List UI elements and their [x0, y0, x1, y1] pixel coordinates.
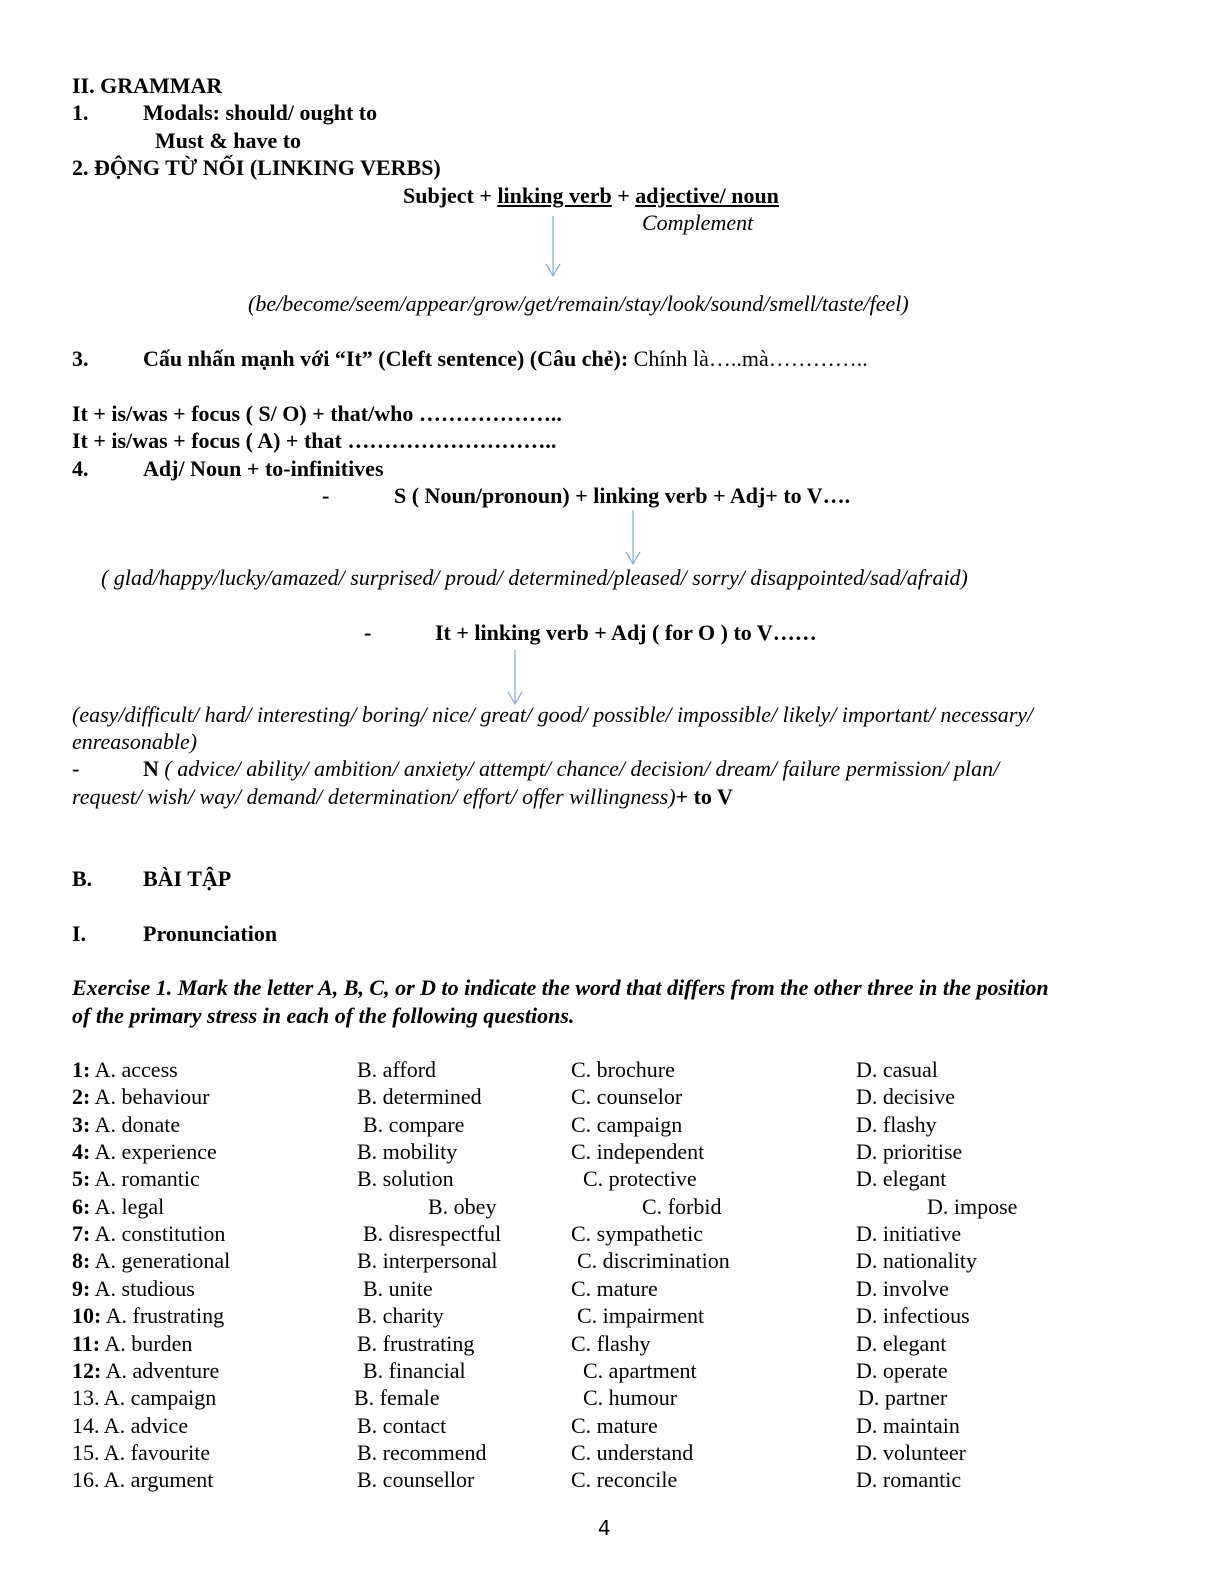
option-c[interactable]: C. discrimination	[577, 1248, 730, 1274]
down-arrow-icon	[620, 508, 646, 568]
down-arrow-icon	[502, 648, 528, 708]
option-a[interactable]: A. experience	[94, 1139, 217, 1165]
bullet-dash: -	[322, 483, 330, 508]
option-c[interactable]: C. independent	[571, 1139, 705, 1165]
option-c[interactable]: C. sympathetic	[571, 1221, 703, 1247]
subsection-letter: I.	[72, 921, 87, 946]
question-number: 4:	[72, 1139, 91, 1165]
option-a[interactable]: A. access	[94, 1057, 178, 1082]
item4-heading: Adj/ Noun + to-infinitives	[143, 456, 384, 481]
option-d[interactable]: D. initiative	[856, 1221, 962, 1247]
formula-linking-verb-term: linking verb	[497, 183, 612, 208]
adjective-list-evaluation-line1: (easy/difficult/ hard/ interesting/ boring/ nice/ great/ good/ possible/ impossible/ likely/ important/ necessary/	[72, 702, 1034, 727]
option-d[interactable]: D. nationality	[856, 1248, 977, 1274]
option-c[interactable]: C. brochure	[571, 1057, 675, 1082]
option-d[interactable]: D. decisive	[856, 1084, 955, 1110]
question-number: 7:	[72, 1221, 91, 1247]
item1-line2: Must & have to	[155, 128, 302, 153]
noun-list-line2	[72, 783, 733, 810]
option-b[interactable]: B. disrespectful	[363, 1221, 502, 1247]
noun-list-part2: request/ wish/ way/ demand/ determination/ effort/ offer willingness)	[72, 784, 676, 809]
option-d[interactable]: D. elegant	[856, 1166, 947, 1192]
option-a[interactable]: A. burden	[104, 1330, 193, 1356]
item4-number: 4.	[72, 456, 89, 481]
option-a[interactable]: A. constitution	[94, 1221, 226, 1247]
down-arrow-icon	[540, 214, 566, 280]
question-row	[72, 1439, 1172, 1466]
question-row	[72, 1412, 1172, 1439]
item3-heading	[143, 345, 868, 372]
question-number: 10:	[72, 1303, 102, 1329]
option-a[interactable]: A. generational	[94, 1248, 231, 1274]
option-b[interactable]: B. unite	[363, 1275, 433, 1301]
option-b[interactable]: B. counsellor	[357, 1467, 475, 1493]
noun-list-part1: ( advice/ ability/ ambition/ anxiety/ attempt/ chance/ decision/ dream/ failure permission/ plan/	[158, 756, 1000, 781]
question-row	[72, 1275, 1172, 1302]
question-row	[72, 1138, 1172, 1165]
formula-subject: Subject +	[403, 183, 498, 208]
option-b[interactable]: B. interpersonal	[357, 1248, 498, 1274]
formula-linking-verb	[403, 182, 779, 209]
subsection-title: Pronunciation	[143, 921, 278, 946]
question-row	[72, 1384, 1172, 1411]
option-a[interactable]: A. legal	[94, 1193, 165, 1219]
option-d[interactable]: D. impose	[927, 1193, 1018, 1219]
option-d[interactable]: D. infectious	[856, 1303, 970, 1329]
option-b[interactable]: B. obey	[428, 1193, 497, 1219]
option-c[interactable]: C. reconcile	[571, 1467, 678, 1493]
question-number: 14.	[72, 1412, 100, 1438]
noun-to-v: + to V	[675, 784, 733, 809]
option-d[interactable]: D. prioritise	[856, 1139, 963, 1165]
option-b[interactable]: B. financial	[363, 1357, 466, 1383]
option-d[interactable]: D. romantic	[856, 1467, 962, 1493]
option-b[interactable]: B. recommend	[357, 1439, 487, 1465]
option-d[interactable]: D. volunteer	[856, 1439, 966, 1465]
option-c[interactable]: C. forbid	[642, 1193, 722, 1219]
option-c[interactable]: C. flashy	[571, 1330, 651, 1356]
question-row	[72, 1330, 1172, 1357]
option-d[interactable]: D. maintain	[856, 1412, 960, 1438]
option-b[interactable]: B. compare	[363, 1111, 465, 1137]
question-row	[72, 1247, 1172, 1274]
option-a[interactable]: A. studious	[94, 1275, 195, 1301]
section-b-letter: B.	[72, 866, 93, 891]
question-row	[72, 1302, 1172, 1329]
section-b-title: BÀI TẬP	[143, 866, 232, 891]
option-b[interactable]: B. frustrating	[357, 1330, 475, 1356]
option-c[interactable]: C. apartment	[583, 1357, 697, 1383]
option-d[interactable]: D. elegant	[856, 1330, 947, 1356]
question-row	[72, 1220, 1172, 1247]
option-c[interactable]: C. campaign	[571, 1111, 683, 1137]
question-row	[72, 1357, 1172, 1384]
option-a[interactable]: A. favourite	[103, 1439, 211, 1465]
adjective-list-feelings: ( glad/happy/lucky/amazed/ surprised/ proud/ determined/pleased/ sorry/ disappointed/sad/afraid)	[101, 565, 968, 590]
option-a[interactable]: A. campaign	[103, 1385, 217, 1411]
question-row	[72, 1165, 1172, 1192]
option-a[interactable]: A. behaviour	[94, 1084, 210, 1110]
option-b[interactable]: B. determined	[357, 1084, 482, 1110]
question-number: 11:	[72, 1330, 101, 1356]
option-d[interactable]: D. involve	[856, 1275, 949, 1301]
page-number: 4	[598, 1516, 611, 1540]
question-number: 15.	[72, 1439, 100, 1465]
noun-label: N	[143, 756, 159, 781]
option-d[interactable]: D. operate	[856, 1357, 948, 1383]
option-a[interactable]: A. adventure	[105, 1357, 220, 1383]
question-number: 2:	[72, 1084, 91, 1110]
option-a[interactable]: A. romantic	[94, 1166, 200, 1192]
item3-title: Cấu nhấn mạnh với “It” (Cleft sentence) (Câu chẻ):	[143, 346, 629, 371]
formula-it-adj-to-v: It + linking verb + Adj ( for O ) to V……	[435, 620, 817, 645]
option-a[interactable]: A. argument	[103, 1467, 214, 1493]
question-number: 12:	[72, 1357, 102, 1383]
option-b[interactable]: B. mobility	[357, 1139, 458, 1165]
option-c[interactable]: C. mature	[571, 1412, 658, 1438]
option-c[interactable]: C. humour	[583, 1385, 678, 1411]
option-c[interactable]: C. mature	[571, 1275, 658, 1301]
noun-list-line1	[143, 755, 999, 782]
question-number: 1:	[72, 1057, 91, 1082]
question-row	[72, 1193, 1172, 1220]
option-d[interactable]: D. partner	[858, 1385, 948, 1411]
item1-line1: Modals: should/ ought to	[143, 100, 378, 125]
option-c[interactable]: C. impairment	[577, 1303, 705, 1329]
option-a[interactable]: A. donate	[94, 1111, 181, 1137]
item3-number: 3.	[72, 346, 89, 371]
exercise1-instruction-line2: of the primary stress in each of the following questions.	[72, 1003, 575, 1028]
option-c[interactable]: C. counselor	[571, 1084, 683, 1110]
option-d[interactable]: D. casual	[856, 1057, 938, 1082]
question-row	[72, 1466, 1172, 1493]
adjective-list-evaluation-line2: enreasonable)	[72, 729, 198, 754]
option-b[interactable]: B. contact	[357, 1412, 447, 1438]
question-row	[72, 1083, 1172, 1110]
option-d[interactable]: D. flashy	[856, 1111, 937, 1137]
question-number: 5:	[72, 1166, 91, 1192]
question-number: 6:	[72, 1193, 91, 1219]
option-a[interactable]: A. advice	[103, 1412, 189, 1438]
formula-adj-to-v: S ( Noun/pronoun) + linking verb + Adj+ to V….	[394, 483, 851, 508]
bullet-dash: -	[364, 620, 372, 645]
grammar-heading: II. GRAMMAR	[72, 73, 223, 98]
option-b[interactable]: B. female	[354, 1385, 440, 1411]
bullet-dash: -	[72, 756, 80, 781]
cleft-formula-1: It + is/was + focus ( S/ O) + that/who ………………..	[72, 401, 562, 426]
linking-verbs-list: (be/become/seem/appear/grow/get/remain/stay/look/sound/smell/taste/feel)	[248, 291, 909, 316]
question-number: 9:	[72, 1275, 91, 1301]
option-c[interactable]: C. protective	[583, 1166, 697, 1192]
item1-number: 1.	[72, 100, 89, 125]
exercise1-instruction-line1: Exercise 1. Mark the letter A, B, C, or D to indicate the word that differs from the other three in the position	[72, 975, 1049, 1000]
question-row	[72, 1111, 1172, 1138]
item2-heading: 2. ĐỘNG TỪ NỐI (LINKING VERBS)	[72, 155, 441, 180]
question-number: 3:	[72, 1111, 91, 1137]
question-row	[72, 1056, 1172, 1083]
question-number: 16.	[72, 1467, 100, 1493]
option-b[interactable]: B. solution	[357, 1166, 454, 1192]
cleft-formula-2: It + is/was + focus ( A) + that ………………………..	[72, 428, 557, 453]
formula-plus: +	[611, 183, 636, 208]
option-b[interactable]: B. charity	[357, 1303, 444, 1329]
option-c[interactable]: C. understand	[571, 1439, 694, 1465]
formula-adjective-noun: adjective/ noun	[635, 183, 779, 208]
item3-meaning: Chính là…..mà…………..	[628, 346, 868, 371]
complement-label: Complement	[642, 210, 754, 235]
question-number: 13.	[72, 1385, 100, 1411]
option-a[interactable]: A. frustrating	[105, 1303, 225, 1329]
option-b[interactable]: B. afford	[357, 1057, 437, 1082]
question-number: 8:	[72, 1248, 91, 1274]
